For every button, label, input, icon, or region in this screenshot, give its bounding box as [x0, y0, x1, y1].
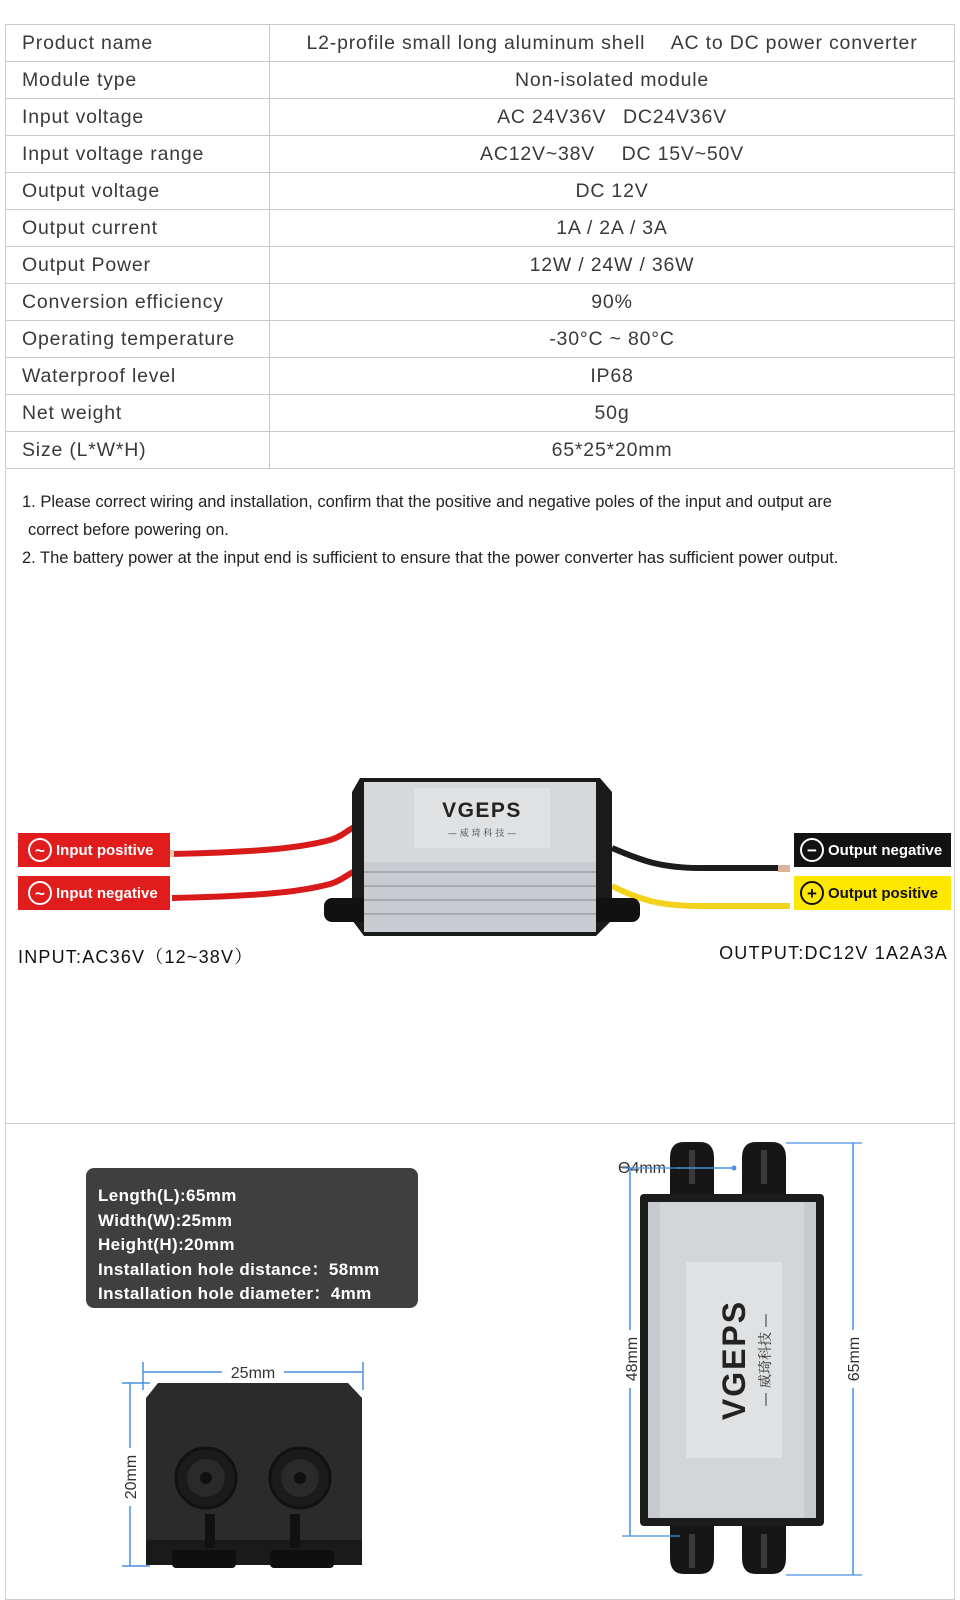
- spec-value: DC 12V: [270, 173, 955, 210]
- note-1-continued: correct before powering on.: [28, 521, 229, 539]
- minus-symbol-icon: −: [800, 838, 824, 862]
- plus-symbol-icon: +: [800, 881, 824, 905]
- spec-hole-distance: Installation hole distance：58mm: [98, 1259, 380, 1279]
- spec-value: 65*25*20mm: [270, 432, 955, 469]
- height-dimension-label: 20mm: [123, 1454, 140, 1500]
- spec-label: Size (L*W*H): [6, 432, 270, 469]
- tag-input-positive-label: Input positive: [56, 841, 154, 859]
- converter-brand-sub: — 威 琦 科 技 —: [447, 829, 517, 839]
- spec-value: -30°C ~ 80°C: [270, 321, 955, 358]
- spec-label: Output Power: [6, 247, 270, 284]
- top-view-drawing: [618, 1142, 863, 1575]
- spec-value: AC12V~38V DC 15V~50V: [270, 136, 955, 173]
- output-rating-label: OUTPUT:DC12V 1A2A3A: [719, 943, 948, 963]
- spec-label: Waterproof level: [6, 358, 270, 395]
- width-dimension-label: 25mm: [230, 1365, 276, 1382]
- converter-brand: VGEPS: [442, 799, 522, 822]
- spec-width: Width(W):25mm: [98, 1210, 233, 1230]
- top-view-brand-sub: — 威琦科技 —: [758, 1313, 774, 1407]
- spec-value: 12W / 24W / 36W: [270, 247, 955, 284]
- spec-label: Operating temperature: [6, 321, 270, 358]
- spec-value: Non-isolated module: [270, 62, 955, 99]
- tag-input-negative-label: Input negative: [56, 884, 158, 902]
- tag-output-negative-label: Output negative: [828, 841, 943, 859]
- spec-hole-diameter: Installation hole diameter：4mm: [98, 1284, 372, 1303]
- ac-symbol-icon: ~: [28, 838, 52, 862]
- top-view-brand: VGEPS: [716, 1299, 752, 1421]
- spec-value: 50g: [270, 395, 955, 432]
- note-1: 1. Please correct wiring and installation, confirm that the positive and negative poles of the input and output are: [22, 493, 832, 511]
- spec-label: Conversion efficiency: [6, 284, 270, 321]
- spec-value: 1A / 2A / 3A: [270, 210, 955, 247]
- hole-distance-label: 48mm: [624, 1336, 641, 1382]
- hole-diameter-label: ϴ4mm: [618, 1160, 666, 1177]
- spec-value: AC 24V36V DC24V36V: [270, 99, 955, 136]
- ac-symbol-icon: ~: [28, 881, 52, 905]
- spec-value: L2-profile small long aluminum shell AC to DC power converter: [270, 25, 955, 62]
- end-view-drawing: [120, 1362, 363, 1568]
- spec-label: Module type: [6, 62, 270, 99]
- spec-label: Output current: [6, 210, 270, 247]
- tag-output-positive-label: Output positive: [828, 884, 938, 902]
- input-rating-label: INPUT:AC36V（12~38V）: [18, 947, 254, 967]
- spec-label: Input voltage range: [6, 136, 270, 173]
- spec-label: Input voltage: [6, 99, 270, 136]
- spec-length: Length(L):65mm: [98, 1186, 237, 1205]
- note-2: 2. The battery power at the input end is sufficient to ensure that the power converter has sufficient power output.: [22, 549, 839, 567]
- length-dimension-label: 65mm: [846, 1336, 863, 1382]
- spec-label: Output voltage: [6, 173, 270, 210]
- spec-value: IP68: [270, 358, 955, 395]
- spec-label: Product name: [6, 25, 270, 62]
- spec-height: Height(H):20mm: [98, 1235, 235, 1254]
- spec-value: 90%: [270, 284, 955, 321]
- spec-label: Net weight: [6, 395, 270, 432]
